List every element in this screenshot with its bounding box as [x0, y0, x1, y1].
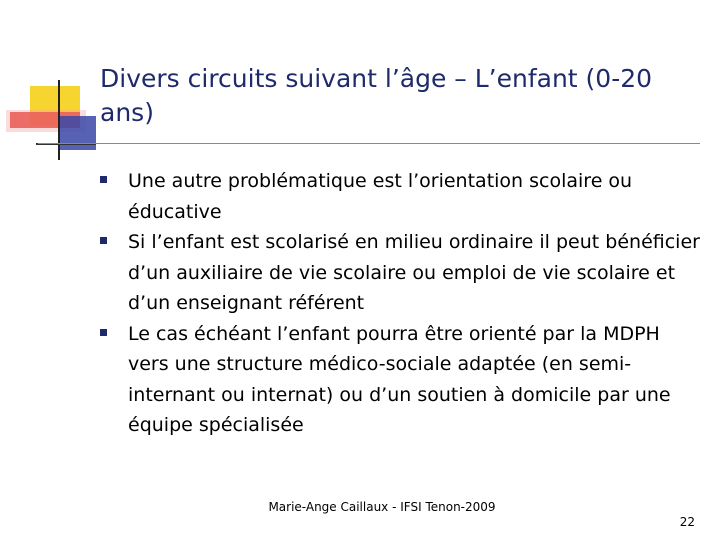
- bullet-text: Le cas échéant l’enfant pourra être orienté par la MDPH vers une structure médico-sociale adaptée (en semi-internant ou internat) ou d’un soutien à domicile par une équipe spécialisée: [128, 322, 671, 436]
- corner-decoration: [0, 0, 110, 170]
- bullet-text: Une autre problématique est l’orientation scolaire ou éducative: [128, 170, 633, 223]
- bullet-list: [100, 166, 700, 441]
- slide-footer: Marie-Ange Caillaux - IFSI Tenon-2009: [268, 500, 496, 514]
- deco-vertical-line: [58, 80, 60, 160]
- square-bullet-icon: [100, 237, 107, 244]
- bullet-item: [100, 319, 700, 441]
- title-divider: [38, 143, 700, 144]
- slide-title: Divers circuits suivant l’âge – L’enfant (0-20 ans): [100, 64, 653, 127]
- page-number: 22: [679, 515, 695, 529]
- bullet-item: [100, 166, 700, 227]
- bullet-text: Si l’enfant est scolarisé en milieu ordinaire il peut bénéficier d’un auxiliaire de vie scolaire ou emploi de vie scolaire et d’un enseignant référent: [128, 231, 700, 314]
- square-bullet-icon: [100, 329, 107, 336]
- square-bullet-icon: [100, 176, 107, 183]
- bullet-item: [100, 227, 700, 319]
